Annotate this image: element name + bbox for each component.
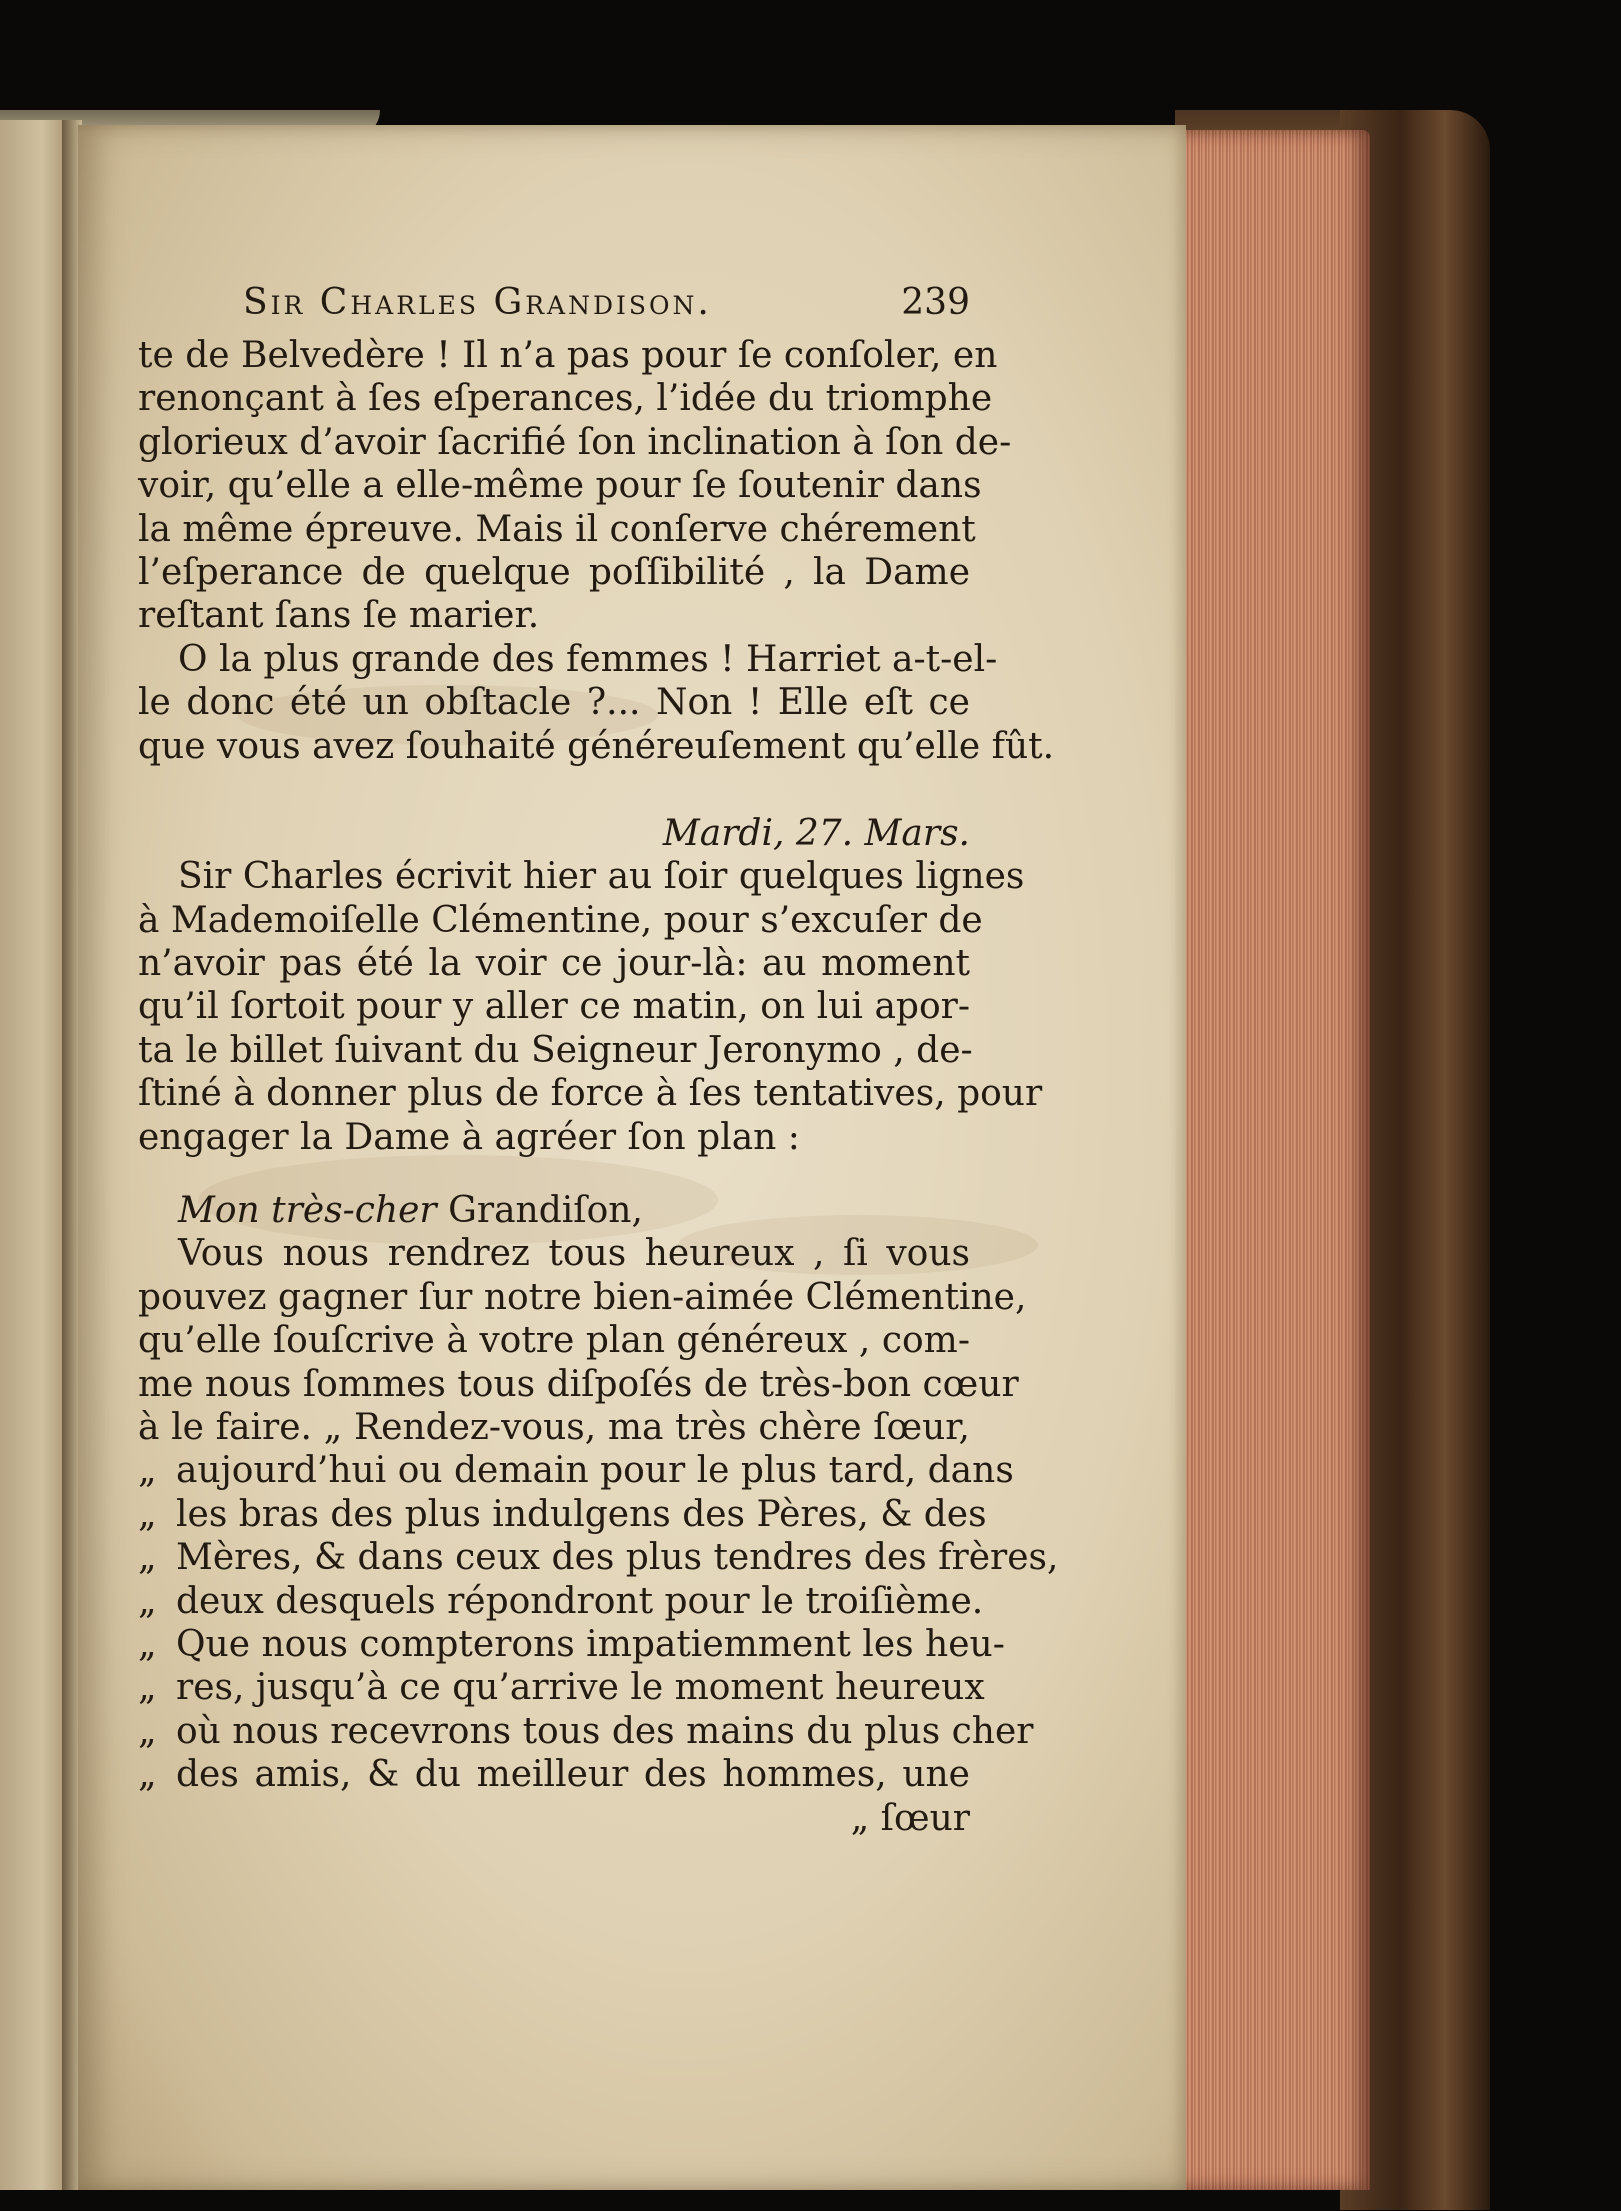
salutation-italic: Mon très-cher — [178, 1190, 437, 1232]
quote-mark: „ — [138, 1537, 157, 1579]
letter-body — [138, 1232, 1059, 1839]
text-line: ſtiné à donner plus de force à ſes tentatives, pour — [138, 1073, 1043, 1115]
catchword: „ ſœur — [850, 1797, 970, 1839]
text-line: qu’elle ſouſcrive à votre plan généreux , com- — [138, 1320, 970, 1362]
text-line: voir, qu’elle a elle-même pour ſe ſoutenir dans — [138, 465, 982, 507]
quote-mark: „ — [138, 1450, 157, 1492]
facing-page-edge — [0, 120, 70, 2190]
page-text — [138, 282, 1059, 1840]
running-title: Sir Charles Grandison. — [243, 282, 712, 323]
text-line: pouvez gagner ſur notre bien-aimée Clémentine, — [138, 1276, 1027, 1318]
text-line: ta le billet ſuivant du Seigneur Jeronymo , de- — [138, 1029, 973, 1071]
text-line: la même épreuve. Mais il conſerve chérement — [138, 508, 976, 550]
quoted-text: les bras des plus indulgens des Pères, & des — [176, 1493, 987, 1535]
quoted-line — [138, 1753, 970, 1796]
text-line: n’avoir pas été la voir ce jour-là: au moment — [138, 943, 970, 985]
letter-salutation — [138, 1189, 970, 1232]
quoted-line — [138, 1580, 984, 1623]
quote-mark: „ — [138, 1754, 157, 1796]
quoted-line — [138, 1666, 985, 1709]
quoted-text: des amis, & du meilleur des hommes, une — [176, 1754, 970, 1796]
quote-mark: „ — [138, 1493, 157, 1535]
page-fore-edge — [1180, 130, 1370, 2190]
paragraph-belvedere — [138, 334, 1012, 638]
quoted-line — [138, 1536, 1059, 1579]
paragraph-harriet — [138, 638, 1055, 768]
section-spacer — [138, 768, 970, 812]
text-line: te de Belvedère ! Il n’a pas pour ſe conſoler, en — [138, 335, 998, 376]
quote-mark: „ — [138, 1667, 157, 1709]
section-spacer — [138, 1159, 970, 1189]
quoted-line — [138, 1493, 987, 1536]
text-line: l’eſperance de quelque poſſibilité , la Dame — [138, 551, 970, 593]
salutation-name: Grandiſon, — [448, 1190, 643, 1232]
quote-mark: „ — [138, 1710, 157, 1752]
text-line: reſtant ſans ſe marier. — [138, 595, 540, 637]
text-line: qu’il ſortoit pour y aller ce matin, on lui apor- — [138, 986, 970, 1028]
quote-mark: „ — [138, 1623, 157, 1665]
text-line: Vous nous rendrez tous heureux , ſi vous — [178, 1233, 970, 1275]
quoted-text: Mères, & dans ceux des plus tendres des frères, — [176, 1537, 1059, 1579]
text-line: me nous ſommes tous diſpoſés de très-bon cœur — [138, 1363, 1019, 1405]
quoted-text: où nous recevrons tous des mains du plus cher — [176, 1710, 1034, 1752]
paragraph-sir-charles — [138, 855, 1043, 1159]
text-line: le donc été un obſtacle ?... Non ! Elle eſt ce — [138, 682, 970, 724]
quoted-line — [138, 1710, 1034, 1753]
quoted-line — [138, 1623, 1005, 1666]
quoted-text: res, jusqu’à ce qu’arrive le moment heureux — [176, 1667, 985, 1709]
text-line: Sir Charles écrivit hier au ſoir quelques lignes — [178, 856, 1025, 898]
text-line: O la plus grande des femmes ! Harriet a-t-el- — [178, 638, 998, 680]
running-head — [138, 282, 970, 334]
text-line: à Mademoiſelle Clémentine, pour s’excuſer de — [138, 899, 983, 941]
page-number: 239 — [901, 282, 970, 323]
text-line: glorieux d’avoir ſacrifié ſon inclination à ſon de- — [138, 421, 1012, 463]
quoted-text: Que nous compterons impatiemment les heu- — [176, 1623, 1005, 1665]
quote-mark: „ — [138, 1580, 157, 1622]
text-line: que vous avez ſouhaité généreuſement qu’elle fût. — [138, 725, 1055, 767]
text-line: engager la Dame à agréer ſon plan : — [138, 1116, 800, 1158]
dateline: Mardi, 27. Mars. — [662, 812, 970, 854]
text-line: à le faire. „ Rendez-vous, ma très chère ſœur, — [138, 1406, 970, 1448]
text-line: renonçant à ſes eſperances, l’idée du triomphe — [138, 378, 993, 420]
quoted-text: aujourd’hui ou demain pour le plus tard, dans — [176, 1450, 1014, 1492]
quoted-line — [138, 1449, 1014, 1492]
quoted-text: deux desquels répondront pour le troiſième. — [176, 1580, 984, 1622]
